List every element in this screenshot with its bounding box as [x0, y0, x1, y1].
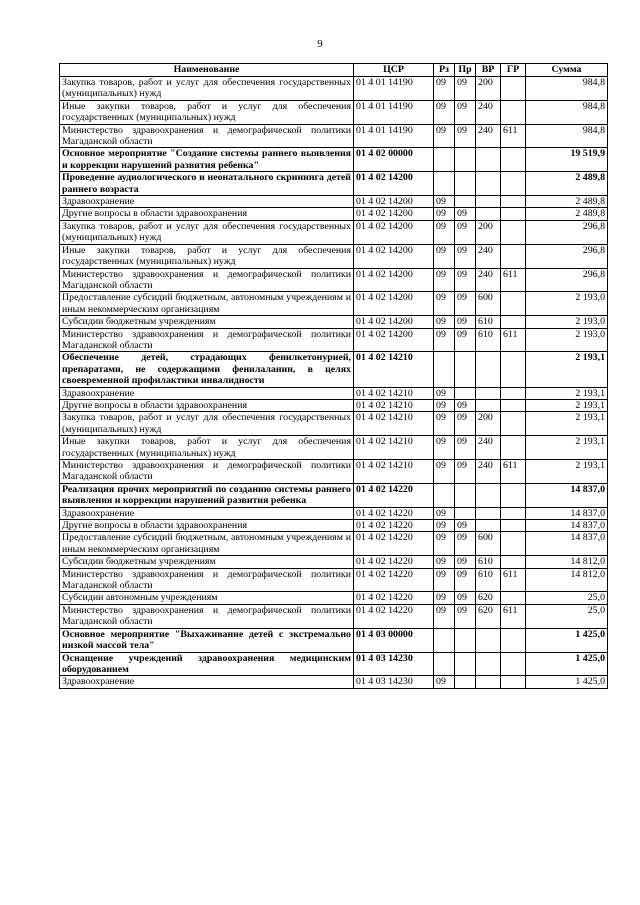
- row-name-cell: Субсидии бюджетным учреждениям: [60, 316, 354, 328]
- row-pr-cell: 09: [455, 124, 476, 148]
- table-row: [60, 316, 608, 328]
- table-row: [60, 268, 608, 292]
- row-vr-cell: [476, 399, 501, 411]
- table-row: [60, 292, 608, 316]
- row-pr-cell: [455, 387, 476, 399]
- row-pr-cell: [455, 507, 476, 519]
- row-csr-cell: 01 4 02 14200: [354, 220, 434, 244]
- row-csr-cell: 01 4 02 14200: [354, 316, 434, 328]
- row-gr-cell: [501, 592, 526, 604]
- row-gr-cell: [501, 220, 526, 244]
- row-csr-cell: 01 4 01 14190: [354, 124, 434, 148]
- row-csr-cell: 01 4 02 14200: [354, 268, 434, 292]
- row-vr-cell: [476, 172, 501, 196]
- row-rz-cell: [434, 652, 455, 676]
- row-csr-cell: 01 4 02 14200: [354, 292, 434, 316]
- row-vr-cell: 600: [476, 532, 501, 556]
- row-sum-cell: 2 193,1: [526, 399, 608, 411]
- row-sum-cell: 2 193,0: [526, 328, 608, 352]
- row-gr-cell: 611: [501, 268, 526, 292]
- row-pr-cell: 09: [455, 436, 476, 460]
- row-name-cell: Другие вопросы в области здравоохранения: [60, 520, 354, 532]
- row-sum-cell: 14 812,0: [526, 556, 608, 568]
- row-name-cell: Министерство здравоохранения и демографической политики Магаданской области: [60, 124, 354, 148]
- row-name-cell: Министерство здравоохранения и демографической политики Магаданской области: [60, 604, 354, 628]
- row-name-cell: Иные закупки товаров, работ и услуг для обеспечения государственных (муниципальных) нужд: [60, 244, 354, 268]
- row-csr-cell: 01 4 03 14230: [354, 652, 434, 676]
- row-sum-cell: 1 425,0: [526, 652, 608, 676]
- row-pr-cell: 09: [455, 460, 476, 484]
- row-gr-cell: [501, 77, 526, 101]
- row-rz-cell: 09: [434, 604, 455, 628]
- row-vr-cell: 240: [476, 268, 501, 292]
- row-rz-cell: [434, 483, 455, 507]
- table-row: [60, 148, 608, 172]
- row-rz-cell: 09: [434, 592, 455, 604]
- row-vr-cell: [476, 352, 501, 387]
- row-sum-cell: 984,8: [526, 100, 608, 124]
- row-rz-cell: 09: [434, 220, 455, 244]
- row-vr-cell: 610: [476, 568, 501, 592]
- row-csr-cell: 01 4 02 14220: [354, 532, 434, 556]
- row-pr-cell: 09: [455, 316, 476, 328]
- row-rz-cell: [434, 172, 455, 196]
- row-csr-cell: 01 4 02 14210: [354, 352, 434, 387]
- row-gr-cell: 611: [501, 460, 526, 484]
- row-rz-cell: 09: [434, 520, 455, 532]
- row-csr-cell: 01 4 02 14200: [354, 172, 434, 196]
- row-sum-cell: 14 837,0: [526, 532, 608, 556]
- row-pr-cell: 09: [455, 328, 476, 352]
- row-vr-cell: 240: [476, 244, 501, 268]
- row-name-cell: Другие вопросы в области здравоохранения: [60, 399, 354, 411]
- row-gr-cell: [501, 520, 526, 532]
- table-row: [60, 652, 608, 676]
- row-gr-cell: [501, 316, 526, 328]
- row-name-cell: Предоставление субсидий бюджетным, автономным учреждениям и иным некоммерческим организациям: [60, 532, 354, 556]
- row-sum-cell: 2 193,1: [526, 460, 608, 484]
- row-name-cell: Иные закупки товаров, работ и услуг для обеспечения государственных (муниципальных) нужд: [60, 100, 354, 124]
- row-vr-cell: [476, 483, 501, 507]
- header-rz: Рз: [434, 64, 455, 77]
- table-row: [60, 100, 608, 124]
- row-gr-cell: [501, 100, 526, 124]
- row-name-cell: Здравоохранение: [60, 676, 354, 688]
- row-vr-cell: 240: [476, 460, 501, 484]
- row-name-cell: Закупка товаров, работ и услуг для обеспечения государственных (муниципальных) нужд: [60, 220, 354, 244]
- row-vr-cell: [476, 652, 501, 676]
- table-row: [60, 399, 608, 411]
- row-name-cell: Основное мероприятие "Выхаживание детей с экстремально низкой массой тела": [60, 628, 354, 652]
- header-csr: ЦСР: [354, 64, 434, 77]
- row-rz-cell: 09: [434, 316, 455, 328]
- row-pr-cell: 09: [455, 100, 476, 124]
- row-gr-cell: 611: [501, 568, 526, 592]
- table-row: [60, 244, 608, 268]
- row-name-cell: Реализация прочих мероприятий по созданию системы раннего выявления и коррекции нарушений развития ребенка: [60, 483, 354, 507]
- row-rz-cell: [434, 352, 455, 387]
- row-name-cell: Основное мероприятие "Создание системы раннего выявления и коррекции нарушений развития ребенка": [60, 148, 354, 172]
- row-sum-cell: 14 812,0: [526, 568, 608, 592]
- row-sum-cell: 2 193,1: [526, 412, 608, 436]
- row-gr-cell: [501, 196, 526, 208]
- row-rz-cell: 09: [434, 292, 455, 316]
- row-sum-cell: 2 193,1: [526, 352, 608, 387]
- row-pr-cell: [455, 148, 476, 172]
- table-row: [60, 520, 608, 532]
- budget-table: [59, 63, 608, 689]
- table-row: [60, 676, 608, 688]
- row-vr-cell: 600: [476, 292, 501, 316]
- row-gr-cell: [501, 412, 526, 436]
- row-pr-cell: [455, 196, 476, 208]
- row-rz-cell: 09: [434, 208, 455, 220]
- row-csr-cell: 01 4 02 14200: [354, 244, 434, 268]
- table-row: [60, 436, 608, 460]
- row-rz-cell: 09: [434, 100, 455, 124]
- row-csr-cell: 01 4 02 14220: [354, 520, 434, 532]
- row-sum-cell: 2 489,8: [526, 172, 608, 196]
- row-csr-cell: 01 4 02 14210: [354, 387, 434, 399]
- table-row: [60, 460, 608, 484]
- row-sum-cell: 25,0: [526, 604, 608, 628]
- row-pr-cell: 09: [455, 412, 476, 436]
- row-gr-cell: [501, 387, 526, 399]
- row-rz-cell: 09: [434, 196, 455, 208]
- page-number: 9: [317, 38, 323, 50]
- row-sum-cell: 14 837,0: [526, 483, 608, 507]
- row-vr-cell: 200: [476, 220, 501, 244]
- row-gr-cell: [501, 436, 526, 460]
- row-rz-cell: 09: [434, 556, 455, 568]
- row-gr-cell: [501, 532, 526, 556]
- row-name-cell: Иные закупки товаров, работ и услуг для обеспечения государственных (муниципальных) нужд: [60, 436, 354, 460]
- row-csr-cell: 01 4 02 14220: [354, 568, 434, 592]
- row-csr-cell: 01 4 02 14210: [354, 412, 434, 436]
- row-vr-cell: 240: [476, 436, 501, 460]
- row-pr-cell: 09: [455, 208, 476, 220]
- row-vr-cell: [476, 628, 501, 652]
- row-name-cell: Здравоохранение: [60, 387, 354, 399]
- row-name-cell: Здравоохранение: [60, 196, 354, 208]
- row-name-cell: Министерство здравоохранения и демографической политики Магаданской области: [60, 460, 354, 484]
- row-csr-cell: 01 4 02 14220: [354, 507, 434, 519]
- row-sum-cell: 2 489,8: [526, 208, 608, 220]
- row-name-cell: Закупка товаров, работ и услуг для обеспечения государственных (муниципальных) нужд: [60, 77, 354, 101]
- table-row: [60, 628, 608, 652]
- row-sum-cell: 2 193,0: [526, 292, 608, 316]
- row-vr-cell: 240: [476, 100, 501, 124]
- row-sum-cell: 2 193,1: [526, 436, 608, 460]
- row-pr-cell: 09: [455, 532, 476, 556]
- row-vr-cell: 200: [476, 77, 501, 101]
- row-pr-cell: 09: [455, 399, 476, 411]
- row-gr-cell: [501, 483, 526, 507]
- row-csr-cell: 01 4 02 14210: [354, 460, 434, 484]
- header-gr: ГР: [501, 64, 526, 77]
- row-pr-cell: [455, 652, 476, 676]
- row-gr-cell: 611: [501, 328, 526, 352]
- row-rz-cell: 09: [434, 532, 455, 556]
- row-rz-cell: 09: [434, 268, 455, 292]
- row-rz-cell: 09: [434, 568, 455, 592]
- row-gr-cell: 611: [501, 604, 526, 628]
- row-csr-cell: 01 4 03 14230: [354, 676, 434, 688]
- row-vr-cell: [476, 387, 501, 399]
- row-vr-cell: [476, 148, 501, 172]
- row-sum-cell: 2 489,8: [526, 196, 608, 208]
- row-rz-cell: 09: [434, 436, 455, 460]
- row-csr-cell: 01 4 01 14190: [354, 100, 434, 124]
- row-sum-cell: 2 193,1: [526, 387, 608, 399]
- row-rz-cell: 09: [434, 460, 455, 484]
- row-sum-cell: 2 193,0: [526, 316, 608, 328]
- row-rz-cell: 09: [434, 399, 455, 411]
- row-sum-cell: 296,8: [526, 268, 608, 292]
- row-vr-cell: 200: [476, 412, 501, 436]
- row-sum-cell: 984,8: [526, 77, 608, 101]
- row-pr-cell: [455, 352, 476, 387]
- row-vr-cell: 610: [476, 316, 501, 328]
- row-sum-cell: 14 837,0: [526, 507, 608, 519]
- row-pr-cell: 09: [455, 220, 476, 244]
- row-pr-cell: 09: [455, 244, 476, 268]
- row-gr-cell: [501, 652, 526, 676]
- row-rz-cell: [434, 628, 455, 652]
- row-pr-cell: 09: [455, 592, 476, 604]
- row-sum-cell: 984,8: [526, 124, 608, 148]
- row-sum-cell: 1 425,0: [526, 628, 608, 652]
- row-sum-cell: 14 837,0: [526, 520, 608, 532]
- row-name-cell: Оснащение учреждений здравоохранения медицинским оборудованием: [60, 652, 354, 676]
- row-gr-cell: [501, 676, 526, 688]
- row-vr-cell: 610: [476, 328, 501, 352]
- table-row: [60, 220, 608, 244]
- row-gr-cell: [501, 244, 526, 268]
- row-gr-cell: [501, 292, 526, 316]
- row-csr-cell: 01 4 02 14220: [354, 483, 434, 507]
- row-gr-cell: [501, 399, 526, 411]
- row-pr-cell: [455, 628, 476, 652]
- row-name-cell: Проведение аудиологического и неонатального скрининга детей раннего возраста: [60, 172, 354, 196]
- header-pr: Пр: [455, 64, 476, 77]
- row-vr-cell: [476, 196, 501, 208]
- row-pr-cell: 09: [455, 520, 476, 532]
- row-csr-cell: 01 4 02 00000: [354, 148, 434, 172]
- row-vr-cell: 240: [476, 124, 501, 148]
- row-name-cell: Министерство здравоохранения и демографической политики Магаданской области: [60, 328, 354, 352]
- row-rz-cell: 09: [434, 676, 455, 688]
- row-pr-cell: [455, 483, 476, 507]
- row-csr-cell: 01 4 02 14220: [354, 592, 434, 604]
- row-rz-cell: 09: [434, 244, 455, 268]
- header-name: Наименование: [60, 64, 354, 77]
- row-rz-cell: [434, 148, 455, 172]
- row-csr-cell: 01 4 02 14210: [354, 399, 434, 411]
- row-gr-cell: 611: [501, 124, 526, 148]
- table-row: [60, 208, 608, 220]
- row-vr-cell: [476, 507, 501, 519]
- row-pr-cell: 09: [455, 604, 476, 628]
- row-sum-cell: 25,0: [526, 592, 608, 604]
- row-rz-cell: 09: [434, 412, 455, 436]
- row-sum-cell: 1 425,0: [526, 676, 608, 688]
- row-name-cell: Обеспечение детей, страдающих фенилкетонурией, препаратами, не содержащими фенилаланин, в целях своевременной профилактики инвалидности: [60, 352, 354, 387]
- row-name-cell: Предоставление субсидий бюджетным, автономным учреждениям и иным некоммерческим организациям: [60, 292, 354, 316]
- table-row: [60, 507, 608, 519]
- table-header-row: [60, 64, 608, 77]
- row-vr-cell: 610: [476, 556, 501, 568]
- row-name-cell: Субсидии бюджетным учреждениям: [60, 556, 354, 568]
- row-csr-cell: 01 4 02 14200: [354, 328, 434, 352]
- row-sum-cell: 19 519,9: [526, 148, 608, 172]
- row-name-cell: Здравоохранение: [60, 507, 354, 519]
- row-gr-cell: [501, 352, 526, 387]
- row-csr-cell: 01 4 02 14210: [354, 436, 434, 460]
- row-rz-cell: 09: [434, 77, 455, 101]
- table-row: [60, 592, 608, 604]
- header-sum: Сумма: [526, 64, 608, 77]
- table-row: [60, 124, 608, 148]
- row-name-cell: Министерство здравоохранения и демографической политики Магаданской области: [60, 268, 354, 292]
- row-csr-cell: 01 4 01 14190: [354, 77, 434, 101]
- table-row: [60, 352, 608, 387]
- row-csr-cell: 01 4 02 14220: [354, 604, 434, 628]
- table-row: [60, 412, 608, 436]
- row-gr-cell: [501, 208, 526, 220]
- table-row: [60, 196, 608, 208]
- row-vr-cell: [476, 520, 501, 532]
- row-name-cell: Другие вопросы в области здравоохранения: [60, 208, 354, 220]
- row-vr-cell: 620: [476, 604, 501, 628]
- row-rz-cell: 09: [434, 328, 455, 352]
- row-sum-cell: 296,8: [526, 244, 608, 268]
- row-pr-cell: [455, 676, 476, 688]
- row-sum-cell: 296,8: [526, 220, 608, 244]
- row-csr-cell: 01 4 02 14220: [354, 556, 434, 568]
- row-rz-cell: 09: [434, 124, 455, 148]
- row-csr-cell: 01 4 02 14200: [354, 208, 434, 220]
- row-name-cell: Закупка товаров, работ и услуг для обеспечения государственных (муниципальных) нужд: [60, 412, 354, 436]
- row-gr-cell: [501, 628, 526, 652]
- row-pr-cell: 09: [455, 568, 476, 592]
- table-row: [60, 172, 608, 196]
- header-vr: ВР: [476, 64, 501, 77]
- row-gr-cell: [501, 556, 526, 568]
- table-row: [60, 556, 608, 568]
- table-row: [60, 483, 608, 507]
- row-pr-cell: 09: [455, 77, 476, 101]
- table-row: [60, 328, 608, 352]
- row-rz-cell: 09: [434, 387, 455, 399]
- row-rz-cell: 09: [434, 507, 455, 519]
- row-pr-cell: [455, 172, 476, 196]
- row-vr-cell: 620: [476, 592, 501, 604]
- table-row: [60, 77, 608, 101]
- row-pr-cell: 09: [455, 292, 476, 316]
- row-csr-cell: 01 4 02 14200: [354, 196, 434, 208]
- table-row: [60, 387, 608, 399]
- table-row: [60, 532, 608, 556]
- row-name-cell: Министерство здравоохранения и демографической политики Магаданской области: [60, 568, 354, 592]
- row-gr-cell: [501, 172, 526, 196]
- table-row: [60, 568, 608, 592]
- row-pr-cell: 09: [455, 556, 476, 568]
- row-csr-cell: 01 4 03 00000: [354, 628, 434, 652]
- row-vr-cell: [476, 208, 501, 220]
- row-gr-cell: [501, 507, 526, 519]
- row-pr-cell: 09: [455, 268, 476, 292]
- row-vr-cell: [476, 676, 501, 688]
- row-name-cell: Субсидии автономным учреждениям: [60, 592, 354, 604]
- row-gr-cell: [501, 148, 526, 172]
- table-row: [60, 604, 608, 628]
